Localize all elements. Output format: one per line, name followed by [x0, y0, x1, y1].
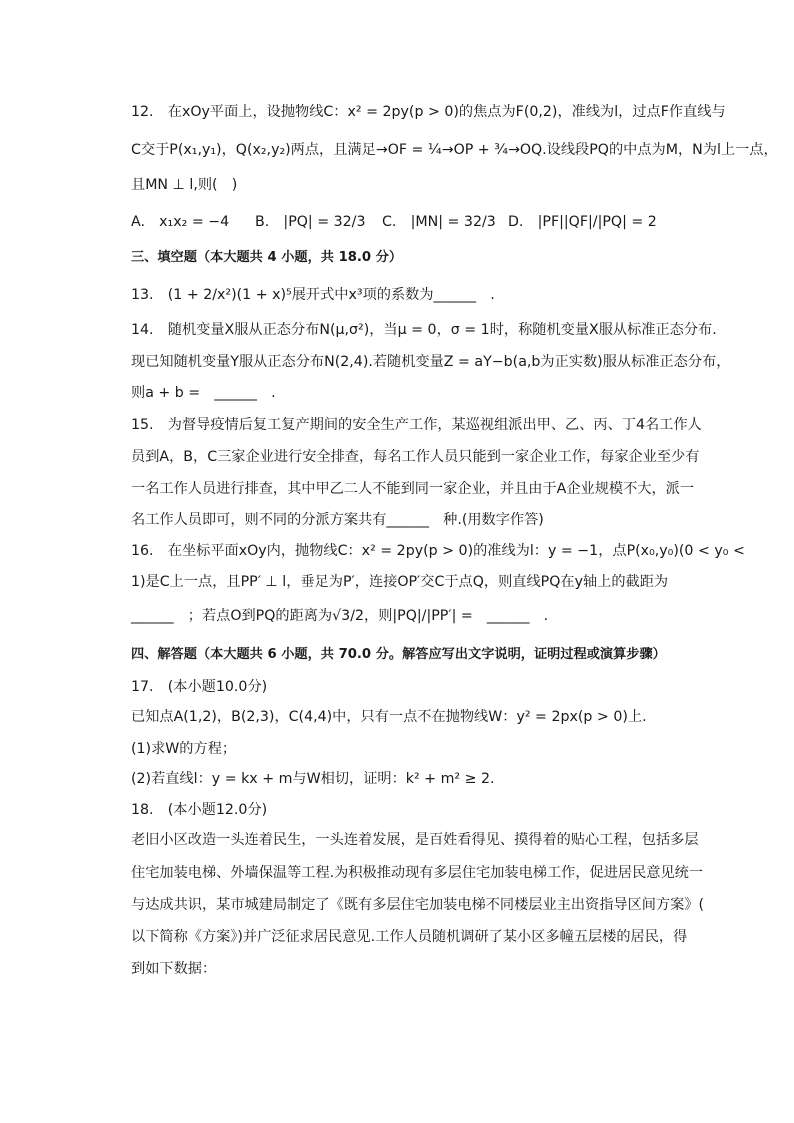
q12-line-3: 且MN ⊥ l,则( ) — [131, 177, 238, 193]
q17-heading: 17. (本小题10.0分) — [131, 679, 268, 695]
q15-line-2: 员到A，B，C三家企业进行安全排查，每名工作人员只能到一家企业工作，每家企业至少有 — [131, 449, 700, 465]
section-answer-heading: 四、解答题（本大题共 6 小题，共 70.0 分。解答应写出文字说明，证明过程或演算步骤） — [131, 647, 666, 662]
q14-line-2: 现已知随机变量Y服从正态分布N(2,4).若随机变量Z = aY−b(a,b为正实数)服从标准正态分布， — [131, 354, 731, 370]
q15-line-3: 一名工作人员进行排查，其中甲乙二人不能到同一家企业，并且由于A企业规模不大，派一 — [131, 481, 695, 497]
q16-line-3: ______ ；若点O到PQ的距离为√3/2，则|PQ|/|PP′| = ______ . — [131, 608, 549, 624]
q13-line: 13. (1 + 2/x²)(1 + x)⁵展开式中x³项的系数为______ . — [131, 287, 495, 303]
q12-option-d: D. |PF||QF|/|PQ| = 2 — [508, 214, 657, 230]
section-fill-heading: 三、填空题（本大题共 4 小题，共 18.0 分） — [131, 250, 403, 265]
q18-line-3: 与达成共识，某市城建局制定了《既有多层住宅加装电梯不同楼层业主出资指导区间方案》( — [131, 897, 705, 913]
q12-option-a: A. x₁x₂ = −4 — [131, 214, 230, 230]
q18-line-4: 以下简称《方案》)并广泛征求居民意见.工作人员随机调研了某小区多幢五层楼的居民，得 — [131, 929, 688, 945]
q12-line-2: C交于P(x₁,y₁)，Q(x₂,y₂)两点，且满足→OF = ¼→OP + ¾→OQ.设线段PQ的中点为M，N为l上一点， — [131, 142, 778, 158]
q12-option-c: C. |MN| = 32/3 — [382, 214, 496, 230]
q17-line-1: 已知点A(1,2)，B(2,3)，C(4,4)中，只有一点不在抛物线W：y² = 2px(p > 0)上. — [131, 709, 647, 725]
q16-line-2: 1)是C上一点，且PP′ ⊥ l，垂足为P′，连接OP′交C于点Q，则直线PQ在y轴上的截距为 — [131, 574, 669, 590]
q18-line-1: 老旧小区改造一头连着民生，一头连着发展，是百姓看得见、摸得着的贴心工程，包括多层 — [131, 832, 699, 848]
q18-line-5: 到如下数据： — [131, 961, 217, 977]
q14-line-3: 则a + b = ______ . — [131, 385, 276, 401]
q12-line-1: 12. 在xOy平面上，设抛物线C：x² = 2py(p > 0)的焦点为F(0,2)，准线为l，过点F作直线与 — [131, 104, 726, 120]
q17-line-3: (2)若直线l：y = kx + m与W相切，证明：k² + m² ≥ 2. — [131, 771, 495, 787]
q15-line-1: 15. 为督导疫情后复工复产期间的安全生产工作，某巡视组派出甲、乙、丙、丁4名工作人 — [131, 417, 702, 433]
q18-heading: 18. (本小题12.0分) — [131, 802, 268, 818]
q17-line-2: (1)求W的方程； — [131, 741, 237, 757]
q14-line-1: 14. 随机变量X服从正态分布N(μ,σ²)，当μ = 0，σ = 1时，称随机变量X服从标准正态分布. — [131, 322, 717, 338]
q18-line-2: 住宅加装电梯、外墙保温等工程.为积极推动现有多层住宅加装电梯工作，促进居民意见统一 — [131, 865, 704, 881]
q12-option-b: B. |PQ| = 32/3 — [255, 214, 366, 230]
q15-line-4: 名工作人员即可，则不同的分派方案共有______ 种.(用数字作答) — [131, 512, 544, 528]
q16-line-1: 16. 在坐标平面xOy内，抛物线C：x² = 2py(p > 0)的准线为l：y = −1，点P(x₀,y₀)(0 < y₀ < — [131, 543, 745, 559]
